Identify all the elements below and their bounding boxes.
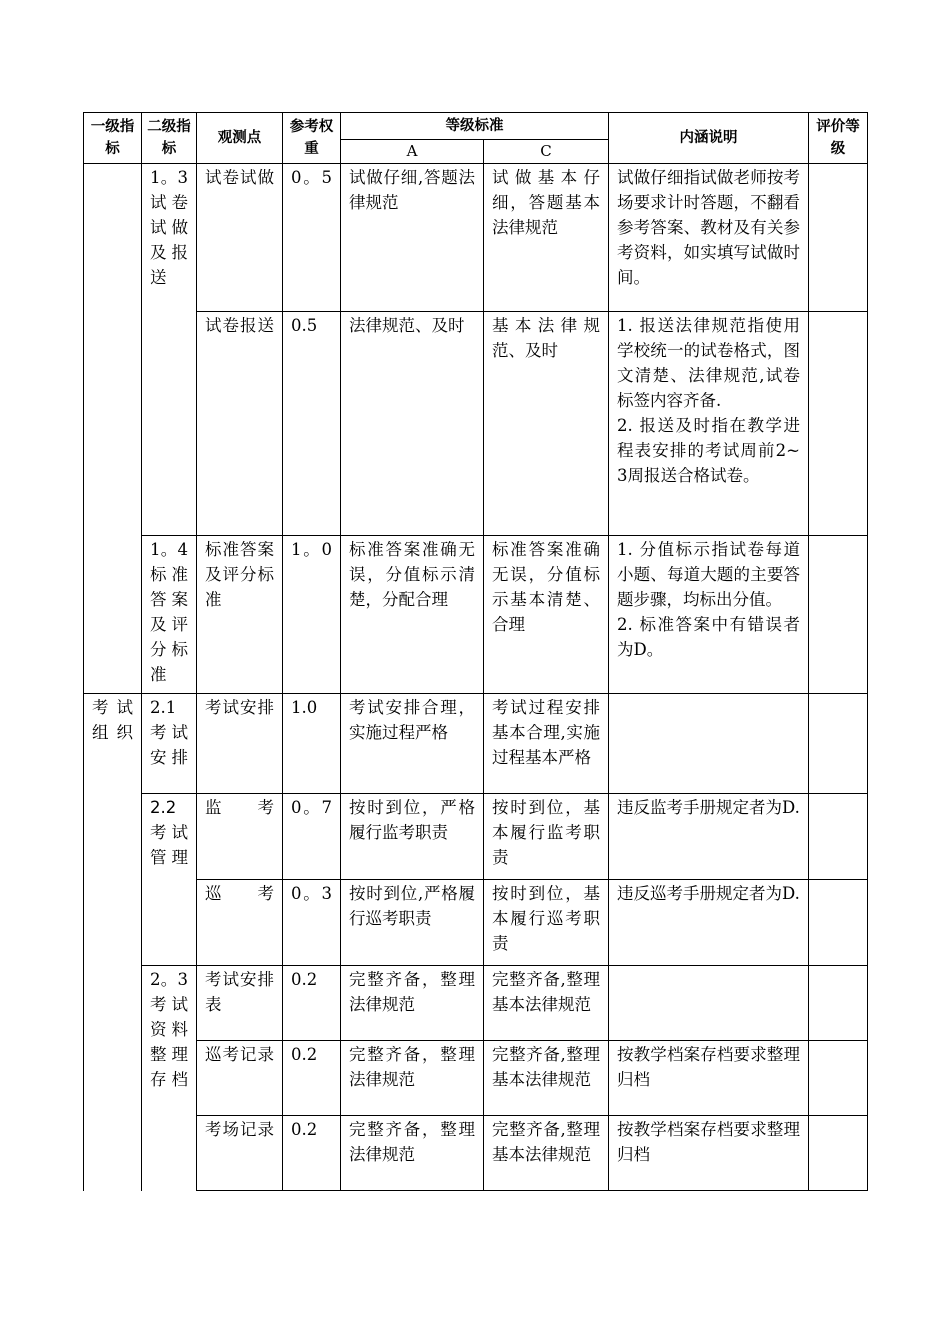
observe-cell: 考试安排表 bbox=[197, 966, 283, 1041]
explanation-cell bbox=[609, 536, 809, 694]
observe-cell: 标准答案及评分标准 bbox=[197, 536, 283, 694]
grade-c-cell: 标准答案准确无误，分值标示基本清楚、合理 bbox=[484, 536, 609, 694]
weight-cell: 0。7 bbox=[283, 794, 341, 880]
grade-c-cell: 试做基本仔细，答题基本法律规范 bbox=[484, 164, 609, 312]
grade-a-cell: 法律规范、及时 bbox=[341, 312, 484, 536]
evaluation-cell bbox=[809, 536, 868, 694]
evaluation-cell bbox=[809, 694, 868, 794]
table-row bbox=[84, 794, 868, 880]
grade-c-cell: 按时到位，基本履行监考职责 bbox=[484, 794, 609, 880]
evaluation-table bbox=[83, 112, 868, 1191]
table-row bbox=[84, 966, 868, 1041]
evaluation-cell bbox=[809, 880, 868, 966]
observe-cell: 试卷报送 bbox=[197, 312, 283, 536]
header-weight: 参考权重 bbox=[283, 113, 341, 164]
evaluation-cell bbox=[809, 1116, 868, 1191]
header-observe: 观测点 bbox=[197, 113, 283, 164]
observe-cell: 考场记录 bbox=[197, 1116, 283, 1191]
evaluation-cell bbox=[809, 794, 868, 880]
evaluation-cell bbox=[809, 1041, 868, 1116]
grade-c-cell: 基本法律规范、及时 bbox=[484, 312, 609, 536]
table-row bbox=[84, 1041, 868, 1116]
weight-cell: 0.2 bbox=[283, 1116, 341, 1191]
grade-a-cell: 按时到位，严格履行监考职责 bbox=[341, 794, 484, 880]
header-explanation: 内涵说明 bbox=[609, 113, 809, 164]
table-row bbox=[84, 880, 868, 966]
level2-cell: 1。4标准答案及评分标准 bbox=[142, 536, 197, 694]
weight-cell: 1。0 bbox=[283, 536, 341, 694]
grade-a-cell: 完整齐备，整理法律规范 bbox=[341, 1116, 484, 1191]
grade-c-cell: 完整齐备,整理基本法律规范 bbox=[484, 1116, 609, 1191]
grade-c-cell: 完整齐备,整理基本法律规范 bbox=[484, 966, 609, 1041]
explanation-line: 2. 报送及时指在教学进程表安排的考试周前2~3周报送合格试卷。 bbox=[617, 416, 800, 485]
header-level2: 二级指标 bbox=[142, 113, 197, 164]
observe-cell: 监考 bbox=[197, 794, 283, 880]
explanation-cell: 按教学档案存档要求整理归档 bbox=[609, 1116, 809, 1191]
header-grade-standard: 等级标准 bbox=[341, 113, 609, 140]
grade-a-cell: 试做仔细,答题法律规范 bbox=[341, 164, 484, 312]
table-row bbox=[84, 694, 868, 794]
level2-cell: 2.2考试管理 bbox=[142, 794, 197, 966]
evaluation-cell bbox=[809, 164, 868, 312]
weight-cell: 0。5 bbox=[283, 164, 341, 312]
explanation-cell: 试做仔细指试做老师按考场要求计时答题，不翻看参考答案、教材及有关参考资料，如实填写试做时间。 bbox=[609, 164, 809, 312]
explanation-cell: 违反监考手册规定者为D. bbox=[609, 794, 809, 880]
table-row bbox=[84, 536, 868, 694]
header-evaluation: 评价等级 bbox=[809, 113, 868, 164]
table-row bbox=[84, 1116, 868, 1191]
grade-a-cell: 按时到位,严格履行巡考职责 bbox=[341, 880, 484, 966]
evaluation-cell bbox=[809, 966, 868, 1041]
level1-cell bbox=[84, 164, 142, 694]
observe-cell: 考试安排 bbox=[197, 694, 283, 794]
evaluation-cell bbox=[809, 312, 868, 536]
explanation-cell: 按教学档案存档要求整理归档 bbox=[609, 1041, 809, 1116]
table-row bbox=[84, 164, 868, 312]
explanation-cell bbox=[609, 312, 809, 536]
header-grade-c: C bbox=[484, 139, 609, 163]
level2-cell: 2.1考试安排 bbox=[142, 694, 197, 794]
grade-c-cell: 按时到位，基本履行巡考职责 bbox=[484, 880, 609, 966]
explanation-line: 1. 报送法律规范指使用学校统一的试卷格式，图文清楚、法律规范,试卷标签内容齐备. bbox=[617, 316, 800, 410]
table-row bbox=[84, 312, 868, 536]
explanation-cell bbox=[609, 694, 809, 794]
level2-cell: 1。3试卷试做及报送 bbox=[142, 164, 197, 536]
observe-cell: 巡考记录 bbox=[197, 1041, 283, 1116]
weight-cell: 0。3 bbox=[283, 880, 341, 966]
grade-c-cell: 完整齐备,整理基本法律规范 bbox=[484, 1041, 609, 1116]
header-level1: 一级指标 bbox=[84, 113, 142, 164]
weight-cell: 0.5 bbox=[283, 312, 341, 536]
level1-cell: 考试组织 bbox=[84, 694, 142, 1191]
observe-cell: 试卷试做 bbox=[197, 164, 283, 312]
header-row bbox=[84, 113, 868, 140]
explanation-line: 2. 标准答案中有错误者为D。 bbox=[617, 615, 800, 659]
weight-cell: 0.2 bbox=[283, 966, 341, 1041]
explanation-line: 1. 分值标示指试卷每道小题、每道大题的主要答题步骤，均标出分值。 bbox=[617, 540, 800, 609]
observe-cell: 巡考 bbox=[197, 880, 283, 966]
level2-cell: 2。3考试资料整理存档 bbox=[142, 966, 197, 1191]
grade-c-cell: 考试过程安排基本合理,实施过程基本严格 bbox=[484, 694, 609, 794]
explanation-cell bbox=[609, 966, 809, 1041]
weight-cell: 0.2 bbox=[283, 1041, 341, 1116]
grade-a-cell: 标准答案准确无误，分值标示清楚，分配合理 bbox=[341, 536, 484, 694]
header-grade-a: A bbox=[341, 139, 484, 163]
grade-a-cell: 完整齐备，整理法律规范 bbox=[341, 966, 484, 1041]
grade-a-cell: 考试安排合理，实施过程严格 bbox=[341, 694, 484, 794]
explanation-cell: 违反巡考手册规定者为D. bbox=[609, 880, 809, 966]
grade-a-cell: 完整齐备，整理法律规范 bbox=[341, 1041, 484, 1116]
weight-cell: 1.0 bbox=[283, 694, 341, 794]
